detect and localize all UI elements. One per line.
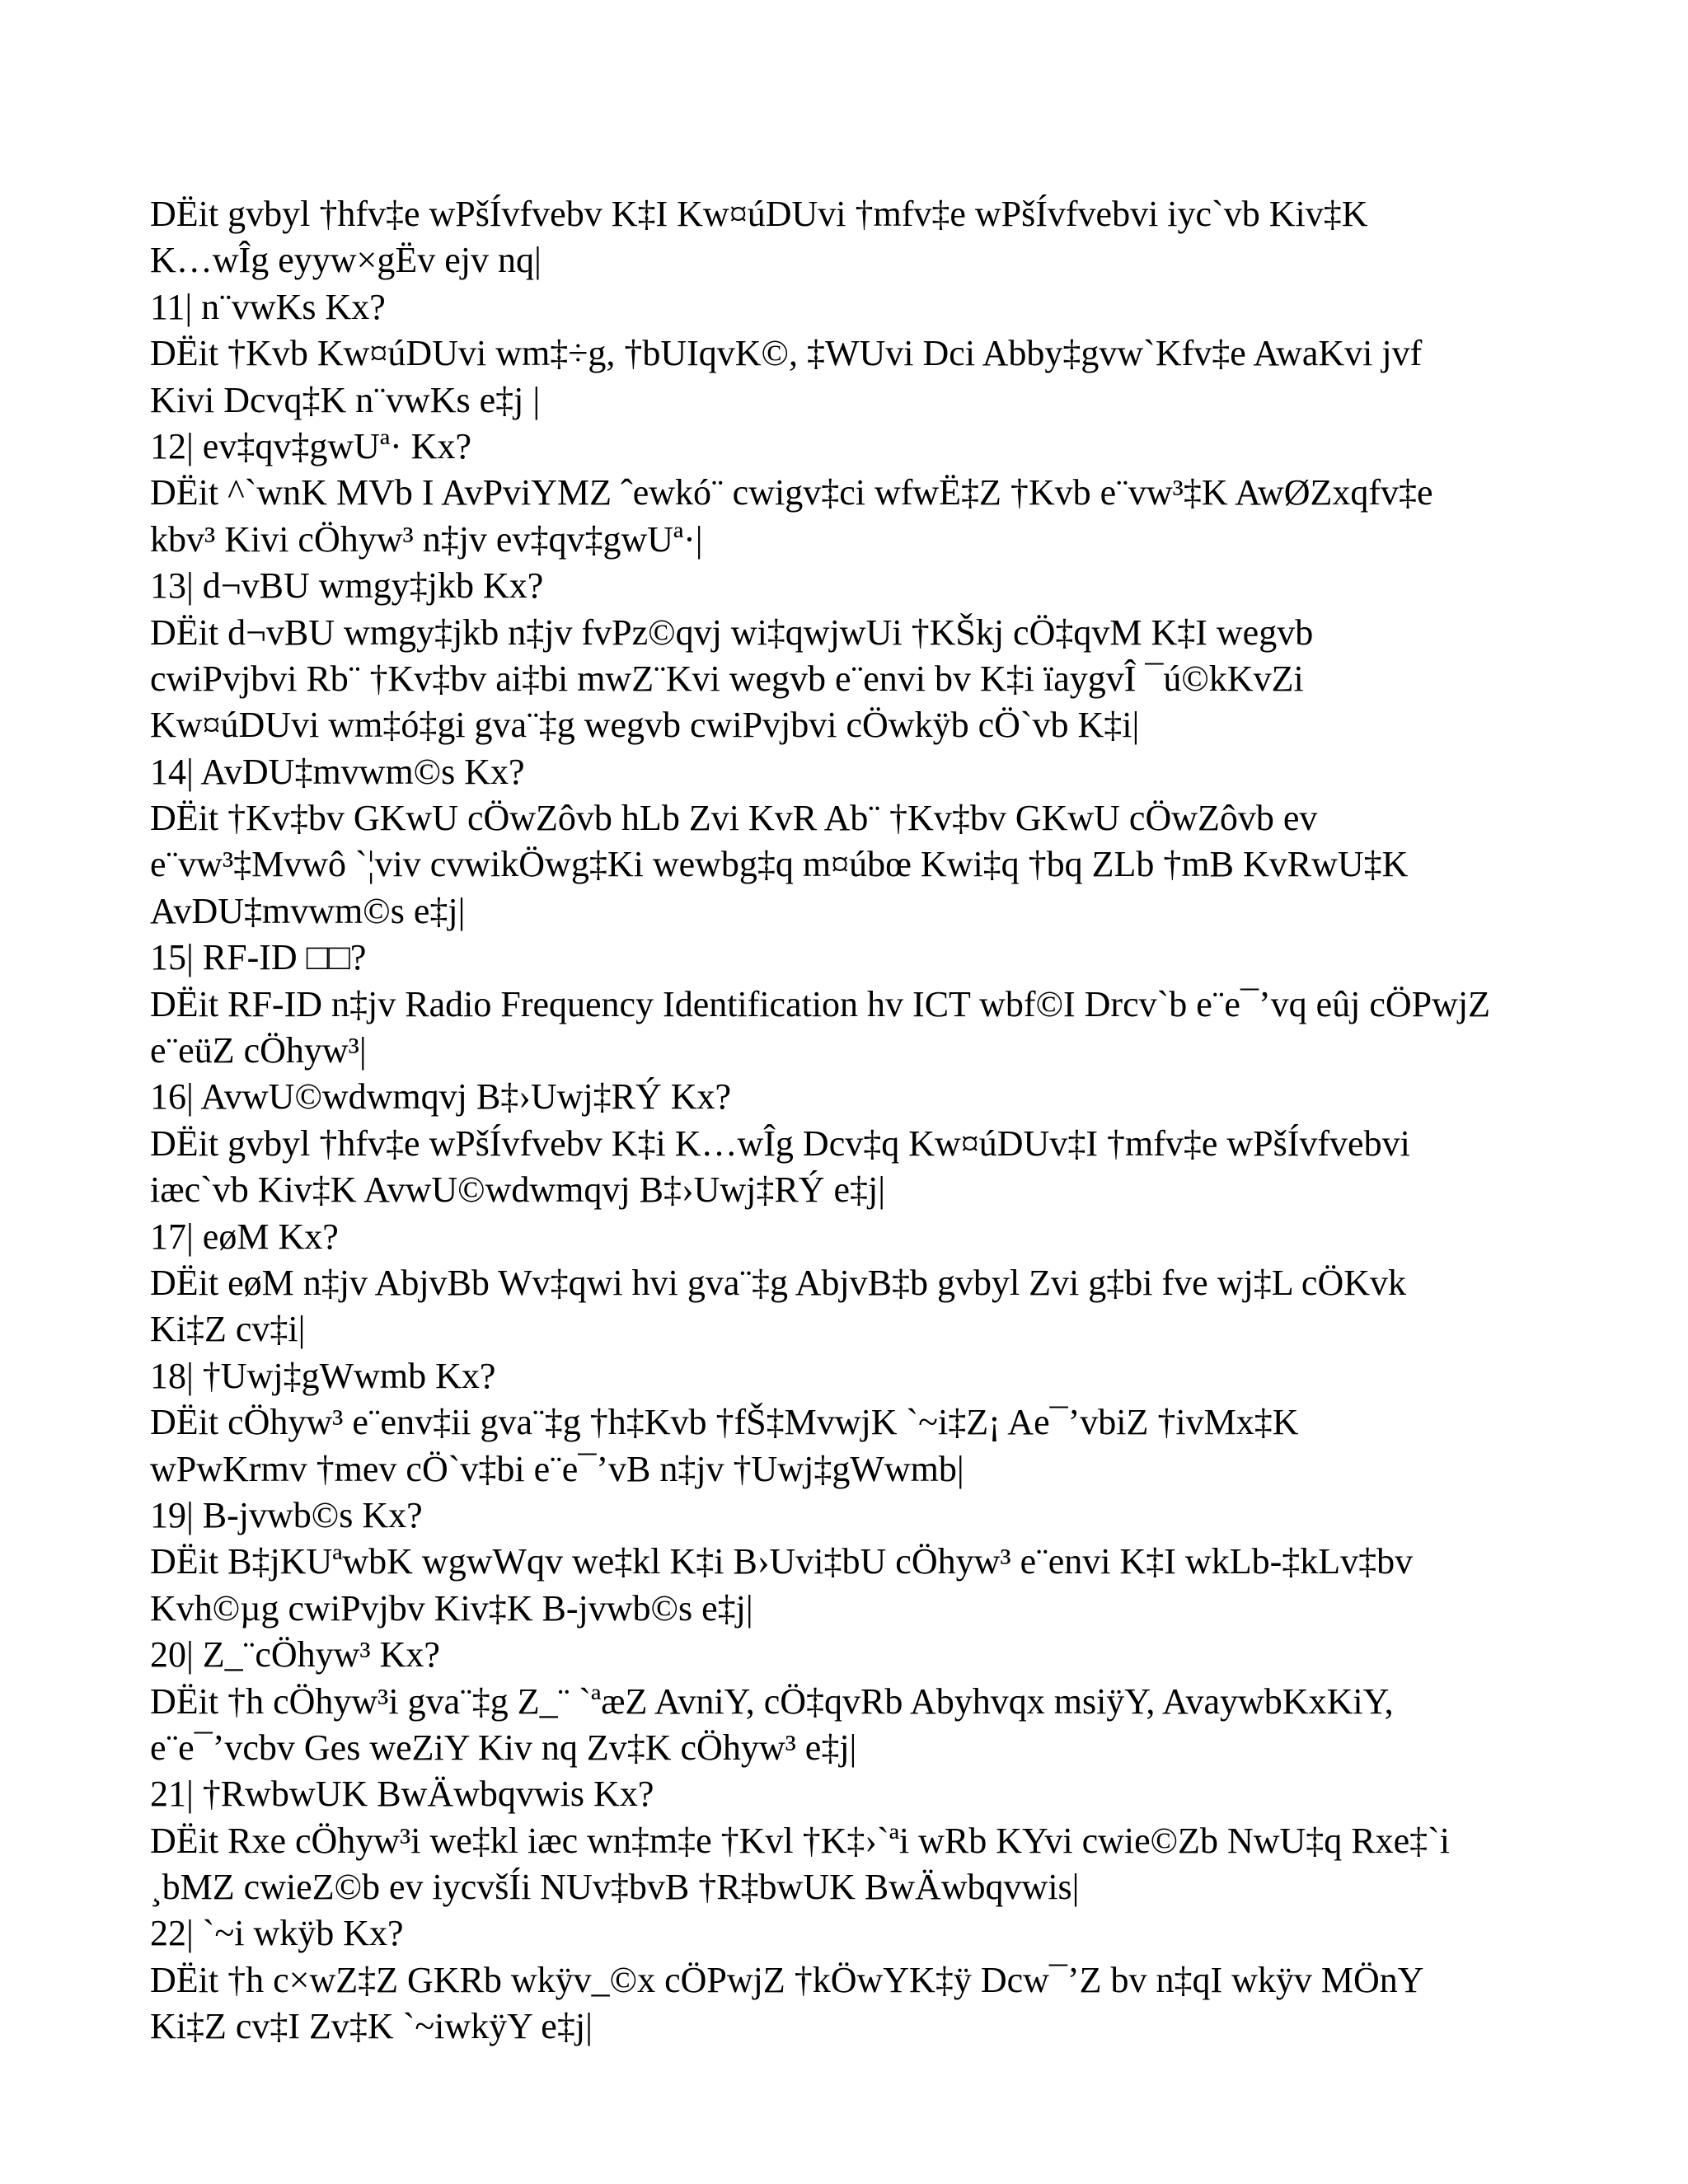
document-body <box>150 191 1551 2050</box>
answer-line: iæc`vb Kiv‡K AvwU©wdwmqvj B‡›Uwj‡RÝ e‡j| <box>150 1169 886 1211</box>
question-line: 22| `~i wkÿb Kx? <box>150 1913 404 1954</box>
question-line: 13| d¬vBU wmgy‡jkb Kx? <box>150 565 544 607</box>
question-line: 17| eøM Kx? <box>150 1216 339 1257</box>
answer-line: Kw¤úDUvi wm‡ó‡gi gva¨‡g wegvb cwiPvjbvi cÖwkÿb cÖ`vb K‡i| <box>150 705 1140 746</box>
question-line: 20| Z_¨cÖhyw³ Kx? <box>150 1634 440 1675</box>
answer-line: e¨vw³‡Mvwô `¦viv cvwikÖwg‡Ki wewbg‡q m¤úbœ Kwi‡q †bq ZLb †mB KvRwU‡K <box>150 844 1409 885</box>
answer-line: wPwKrmv †mev cÖ`v‡bi e¨e¯’vB n‡jv †Uwj‡gWwmb| <box>150 1448 964 1489</box>
question-line: 19| B-jvwb©s Kx? <box>150 1494 423 1535</box>
answer-line: DËit Rxe cÖhyw³i we‡kl iæc wn‡m‡e †Kvl †K‡›`ªi wRb KYvi cwie©Zb NwU‡q Rxe‡`i <box>150 1820 1451 1861</box>
answer-line: DËit B‡jKUªwbK wgwWqv we‡kl K‡i B›Uvi‡bU cÖhyw³ e¨envi K‡I wkLb-‡kLv‡bv <box>150 1541 1414 1582</box>
answer-line: DËit eøM n‡jv AbjvBb Wv‡qwi hvi gva¨‡g AbjvB‡b gvbyl Zvi g‡bi fve wj‡L cÖKvk <box>150 1262 1407 1303</box>
answer-line: e¨e¯’vcbv Ges weZiY Kiv nq Zv‡K cÖhyw³ e‡j| <box>150 1727 857 1768</box>
answer-line: DËit †Kvb Kw¤úDUvi wm‡÷g, †bUIqvK©, ‡WUvi Dci Abby‡gvw`Kfv‡e AwaKvi jvf <box>150 333 1423 374</box>
answer-line: DËit †h cÖhyw³i gva¨‡g Z_¨ `ªæZ AvniY, cÖ‡qvRb Abyhvqx msiÿY, AvaywbKxKiY, <box>150 1680 1394 1722</box>
answer-line: DËit gvbyl †hfv‡e wPšÍvfvebv K‡I Kw¤úDUvi †mfv‡e wPšÍvfvebvi iyc`vb Kiv‡K <box>150 194 1368 234</box>
answer-line: Ki‡Z cv‡i| <box>150 1309 306 1350</box>
answer-line: DËit cÖhyw³ e¨env‡ii gva¨‡g †h‡Kvb †fŠ‡MvwjK `~i‡Z¡ Ae¯’vbiZ †ivMx‡K <box>150 1402 1299 1443</box>
question-line: 12| ev‡qv‡gwUª· Kx? <box>150 425 471 466</box>
answer-line: AvDU‡mvwm©s e‡j| <box>150 890 466 931</box>
answer-line: K…wÎg eyyw×gËv ejv nq| <box>150 240 542 281</box>
answer-line: ¸bMZ cwieZ©b ev iycvšÍi NUv‡bvB †R‡bwUK BwÄwbqvwis| <box>150 1867 1080 1908</box>
answer-line: DËit RF-ID n‡jv Radio Frequency Identification hv ICT wbf©I Drcv`b e¨e¯’vq eûj cÖPwjZ <box>150 983 1491 1024</box>
answer-line: Ki‡Z cv‡I Zv‡K `~iwkÿY e‡j| <box>150 2006 593 2047</box>
answer-line: DËit †h c×wZ‡Z GKRb wkÿv_©x cÖPwjZ †kÖwYK‡ÿ Dcw¯’Z bv n‡qI wkÿv MÖnY <box>150 1959 1424 2000</box>
question-line: 16| AvwU©wdwmqvj B‡›Uwj‡RÝ Kx? <box>150 1076 732 1118</box>
answer-line: DËit gvbyl †hfv‡e wPšÍvfvebv K‡i K…wÎg Dcv‡q Kw¤úDUv‡I †mfv‡e wPšÍvfvebvi <box>150 1122 1410 1164</box>
answer-line: DËit †Kv‡bv GKwU cÖwZôvb hLb Zvi KvR Ab¨ †Kv‡bv GKwU cÖwZôvb ev <box>150 798 1318 839</box>
answer-line: DËit d¬vBU wmgy‡jkb n‡jv fvPz©qvj wi‡qwjwUi †KŠkj cÖ‡qvM K‡I wegvb <box>150 612 1314 653</box>
answer-line: Kivi Dcvq‡K n¨vwKs e‡j | <box>150 379 541 420</box>
answer-line: e¨eüZ cÖhyw³| <box>150 1030 367 1071</box>
question-line: 21| †RwbwUK BwÄwbqvwis Kx? <box>150 1774 654 1815</box>
question-line: 11| n¨vwKs Kx? <box>150 286 386 327</box>
question-line: 15| RF-ID □□? <box>150 937 367 978</box>
answer-line: kbv³ Kivi cÖhyw³ n‡jv ev‡qv‡gwUª·| <box>150 518 703 560</box>
question-line: 18| †Uwj‡gWwmb Kx? <box>150 1355 496 1396</box>
answer-line: cwiPvjbvi Rb¨ †Kv‡bv ai‡bi mwZ¨Kvi wegvb e¨envi bv K‡i ïaygvÎ ¯ú©kKvZi <box>150 658 1304 699</box>
answer-line: DËit ^`wnK MVb I AvPviYMZ ˆewkó¨ cwigv‡ci wfwË‡Z †Kvb e¨vw³‡K AwØZxqfv‡e <box>150 472 1433 513</box>
answer-line: Kvh©µg cwiPvjbv Kiv‡K B-jvwb©s e‡j| <box>150 1587 753 1629</box>
question-line: 14| AvDU‡mvwm©s Kx? <box>150 751 525 792</box>
